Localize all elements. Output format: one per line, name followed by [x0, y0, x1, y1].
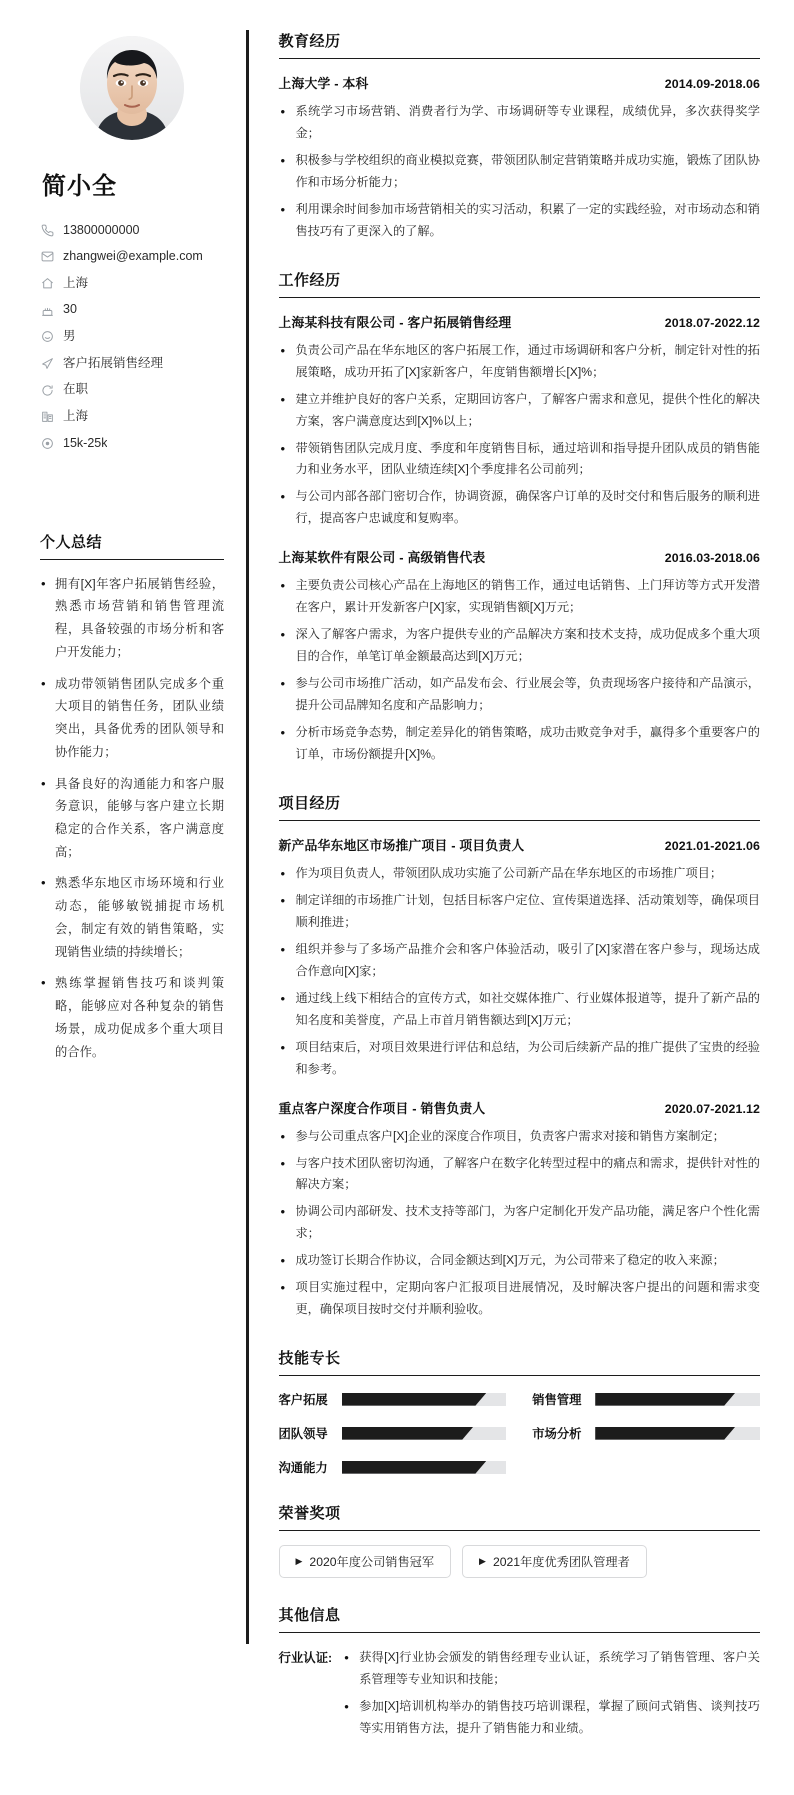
- summary-bullet: • 拥有[X]年客户拓展销售经验，熟悉市场营销和销售管理流程，具备较强的市场分析和客户开发能力；: [40, 573, 224, 664]
- sidebar: [26, 24, 238, 1771]
- skill-bar-track: [342, 1461, 507, 1474]
- section-education: [279, 30, 761, 243]
- summary-bullet: • 成功带领销售团队完成多个重大项目的销售任务，团队业绩突出，具备优秀的团队领导和协作能力；: [40, 673, 224, 764]
- skill-bar-track: [595, 1427, 760, 1440]
- skill-bar-track: [342, 1393, 507, 1406]
- entry-bullet: • 组织并参与了多场产品推介会和客户体验活动，吸引了[X]家潜在客户参与，现场达成合作意向[X]家；: [279, 939, 761, 983]
- entry-bullet: • 项目结束后，对项目效果进行评估和总结，为公司后续新产品的推广提供了宝贵的经验和参考。: [279, 1037, 761, 1081]
- play-triangle-icon: ▶: [295, 1556, 303, 1567]
- entry-bullet: • 分析市场竞争态势，制定差异化的销售策略，成功击败竞争对手，赢得多个重要客户的订单，市场份额提升[X]%。: [279, 722, 761, 766]
- other-info-row: [279, 1647, 761, 1745]
- award-label: 2020年度公司销售冠军: [309, 1555, 435, 1570]
- cake-icon: [40, 303, 54, 317]
- contact-value: 13800000000: [63, 222, 140, 237]
- entry-bullet: • 作为项目负责人，带领团队成功实施了公司新产品在华东地区的市场推广项目；: [279, 863, 761, 885]
- entry-bullet: • 深入了解客户需求，为客户提供专业的产品解决方案和技术支持，成功促成多个重大项目的合作，单笔订单金额最高达到[X]万元；: [279, 624, 761, 668]
- skill-bar-fill: [595, 1427, 735, 1440]
- contact-phone: [40, 217, 224, 244]
- skill-label: 团队领导: [278, 1427, 328, 1442]
- skill-label: 销售管理: [532, 1393, 582, 1408]
- section-title-work: 工作经历: [279, 269, 761, 298]
- skill-row: [279, 1390, 507, 1408]
- awards-list: [279, 1545, 761, 1578]
- section-title-other: 其他信息: [279, 1604, 761, 1633]
- skill-bar-fill: [342, 1461, 487, 1474]
- entry-bullet-list: [279, 863, 761, 1081]
- contact-position: [40, 350, 224, 377]
- contact-value: 15k-25k: [63, 435, 108, 450]
- entry-bullet-list: [279, 101, 761, 243]
- entry-bullet: • 制定详细的市场推广计划，包括目标客户定位、宣传渠道选择、活动策划等，确保项目顺利推进；: [279, 890, 761, 934]
- section-title-awards: 荣誉奖项: [279, 1502, 761, 1531]
- entry-title: 上海某软件有限公司 - 高级销售代表: [278, 550, 486, 566]
- contact-status: [40, 377, 224, 404]
- skill-row: [279, 1424, 507, 1442]
- section-title-education: 教育经历: [279, 30, 761, 59]
- contact-salary: [40, 430, 224, 457]
- contact-email: [40, 244, 224, 271]
- gender-icon: [40, 330, 54, 344]
- avatar-wrapper: [40, 36, 224, 140]
- work-entry: [279, 312, 761, 531]
- main-content: [249, 24, 761, 1771]
- skill-bar-track: [595, 1393, 760, 1406]
- entry-bullet: • 带领销售团队完成月度、季度和年度销售目标，通过培训和指导提升团队成员的销售能力和业务水平，团队业绩连续[X]个季度排名公司前列；: [279, 438, 761, 482]
- entry-title: 重点客户深度合作项目 - 销售负责人: [278, 1100, 486, 1116]
- work-entry: [279, 547, 761, 766]
- entry-title: 上海大学 - 本科: [278, 76, 369, 91]
- summary-bullet: • 熟悉华东地区市场环境和行业动态，能够敏锐捕捉市场机会，制定有效的销售策略，实现销售业绩的持续增长；: [40, 872, 224, 963]
- award-label: 2021年度优秀团队管理者: [492, 1555, 630, 1570]
- project-entry: [279, 835, 761, 1081]
- skill-bar-fill: [342, 1427, 474, 1440]
- entry-bullet: • 协调公司内部研发、技术支持等部门，为客户定制化开发产品功能，满足客户个性化需求；: [279, 1201, 761, 1245]
- entry-bullet: • 建立并维护良好的客户关系，定期回访客户，了解客户需求和意见，提供个性化的解决方案，客户满意度达到[X]%以上；: [279, 389, 761, 433]
- other-info-list: [342, 1647, 760, 1745]
- entry-header: [279, 1098, 761, 1117]
- other-info-label: 行业认证:: [278, 1651, 333, 1666]
- phone-icon: [40, 223, 54, 237]
- skill-row: [532, 1424, 760, 1442]
- contact-value: zhangwei@example.com: [63, 249, 203, 264]
- skill-label: 客户拓展: [278, 1393, 328, 1408]
- section-title-projects: 项目经历: [279, 792, 761, 821]
- entry-bullet: • 通过线上线下相结合的宣传方式，如社交媒体推广、行业媒体报道等，提升了新产品的知名度和美誉度，产品上市首月销售额达到[X]万元；: [279, 988, 761, 1032]
- envelope-icon: [40, 250, 54, 264]
- contact-value: 男: [63, 329, 76, 343]
- skill-bar-fill: [595, 1393, 735, 1406]
- entry-bullet: • 成功签订长期合作协议，合同金额达到[X]万元，为公司带来了稳定的收入来源；: [279, 1250, 761, 1272]
- entry-bullet: • 参与公司市场推广活动，如产品发布会、行业展会等，负责现场客户接待和产品演示，提升公司品牌知名度和产品影响力；: [279, 673, 761, 717]
- skill-bar-track: [342, 1427, 507, 1440]
- award-chip[interactable]: [462, 1545, 647, 1578]
- entry-title: 上海某科技有限公司 - 客户拓展销售经理: [278, 314, 512, 330]
- portrait-photo-icon: [80, 36, 184, 140]
- contact-value: 30: [63, 302, 77, 317]
- entry-bullet: • 积极参与学校组织的商业模拟竞赛，带领团队制定营销策略并成功实施，锻炼了团队协作和市场分析能力；: [279, 150, 761, 194]
- rocket-icon: [40, 356, 54, 370]
- entry-bullet: • 与公司内部各部门密切合作，协调资源，确保客户订单的及时交付和售后服务的顺利进行，提高客户忠诚度和复购率。: [279, 486, 761, 530]
- entry-bullet-list: [279, 340, 761, 531]
- skill-label: 市场分析: [532, 1427, 582, 1442]
- contact-value: 上海: [63, 275, 89, 290]
- entry-bullet: • 与客户技术团队密切沟通，了解客户在数字化转型过程中的痛点和需求，提供针对性的解决方案；: [279, 1153, 761, 1197]
- entry-bullet: • 系统学习市场营销、消费者行为学、市场调研等专业课程，成绩优异，多次获得奖学金；: [279, 101, 761, 145]
- contact-hometown: [40, 270, 224, 297]
- summary-bullet: • 具备良好的沟通能力和客户服务意识，能够与客户建立长期稳定的合作关系，客户满意度高；: [40, 773, 224, 864]
- entry-bullet: • 主要负责公司核心产品在上海地区的销售工作，通过电话销售、上门拜访等方式开发潜在客户，累计开发新客户[X]家，实现销售额[X]万元；: [279, 575, 761, 619]
- skill-label: 沟通能力: [278, 1461, 328, 1476]
- section-title-summary: 个人总结: [40, 531, 224, 560]
- entry-header: [279, 835, 761, 854]
- summary-bullet: • 熟练掌握销售技巧和谈判策略，能够应对各种复杂的销售场景，成功促成多个重大项目的合作。: [40, 972, 224, 1063]
- entry-bullet-list: [279, 1126, 761, 1322]
- entry-date: 2018.07-2022.12: [664, 315, 760, 330]
- contact-value: 客户拓展销售经理: [63, 355, 164, 370]
- skills-grid: [279, 1390, 761, 1476]
- entry-date: 2014.09-2018.06: [664, 77, 760, 91]
- summary-bullet-list: [40, 573, 224, 1064]
- entry-header: [279, 547, 761, 566]
- skill-row: [279, 1458, 507, 1476]
- section-other-info: [279, 1604, 761, 1745]
- section-summary: [40, 531, 224, 1064]
- contact-value: 在职: [63, 382, 89, 397]
- avatar: [80, 36, 184, 140]
- project-entry: [279, 1098, 761, 1322]
- contact-value: 上海: [63, 408, 89, 423]
- entry-bullet-list: [279, 575, 761, 766]
- play-triangle-icon: ▶: [479, 1556, 486, 1567]
- contact-list: [40, 217, 224, 457]
- entry-header: [279, 73, 761, 92]
- education-entry: [279, 73, 761, 243]
- entry-bullet: • 负责公司产品在华东地区的客户拓展工作，通过市场调研和客户分析，制定针对性的拓展策略，成功开拓了[X]家新客户，年度销售额增长[X]%；: [279, 340, 761, 384]
- section-projects: [279, 792, 761, 1321]
- entry-date: 2021.01-2021.06: [664, 838, 760, 853]
- contact-gender: [40, 324, 224, 351]
- home-icon: [40, 277, 54, 291]
- section-awards: [279, 1502, 761, 1578]
- section-work-experience: [279, 269, 761, 766]
- entry-bullet: • 参与公司重点客户[X]企业的深度合作项目，负责客户需求对接和销售方案制定；: [279, 1126, 761, 1148]
- entry-date: 2020.07-2021.12: [664, 1101, 760, 1116]
- entry-title: 新产品华东地区市场推广项目 - 项目负责人: [278, 837, 525, 853]
- salary-icon: [40, 436, 54, 450]
- entry-date: 2016.03-2018.06: [664, 551, 760, 566]
- skill-row: [532, 1390, 760, 1408]
- skill-bar-fill: [342, 1393, 487, 1406]
- section-skills: [279, 1347, 761, 1476]
- section-title-skills: 技能专长: [279, 1347, 761, 1376]
- person-name: 简小全: [42, 173, 117, 200]
- other-info-bullet: • 参加[X]培训机构举办的销售技巧培训课程，掌握了顾问式销售、谈判技巧等实用销售方法，提升了销售能力和业绩。: [342, 1696, 760, 1740]
- award-chip[interactable]: [279, 1545, 452, 1578]
- entry-header: [279, 312, 761, 331]
- contact-city: [40, 403, 224, 430]
- entry-bullet: • 项目实施过程中，定期向客户汇报项目进展情况，及时解决客户提出的问题和需求变更，确保项目按时交付并顺利验收。: [279, 1277, 761, 1321]
- entry-bullet: • 利用课余时间参加市场营销相关的实习活动，积累了一定的实践经验，对市场动态和销售技巧有了更深入的了解。: [279, 199, 761, 243]
- other-info-bullet: • 获得[X]行业协会颁发的销售经理专业认证，系统学习了销售管理、客户关系管理等专业知识和技能；: [342, 1647, 760, 1691]
- contact-age: [40, 297, 224, 324]
- status-icon: [40, 383, 54, 397]
- building-icon: [40, 410, 54, 424]
